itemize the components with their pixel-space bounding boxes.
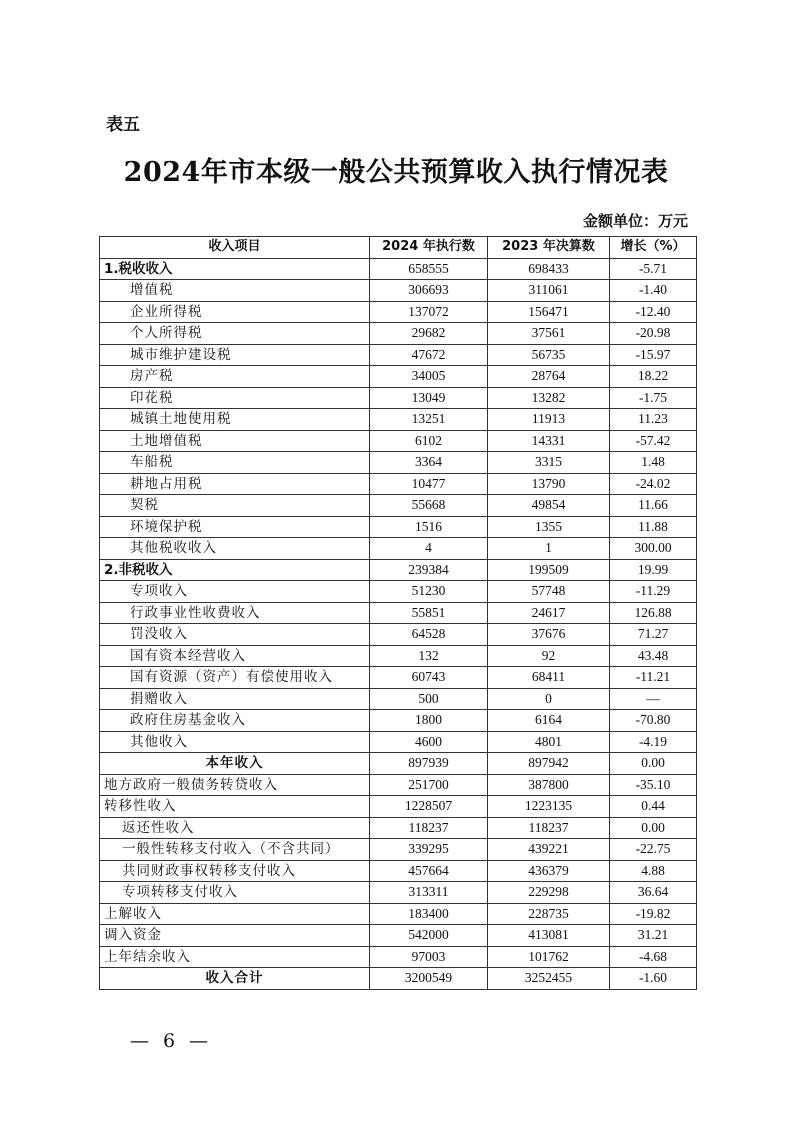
row-value-2024: 60743 <box>370 667 488 689</box>
row-value-2023: 698433 <box>488 258 610 280</box>
table-row <box>100 409 697 431</box>
row-value-2024: 47672 <box>370 344 488 366</box>
row-value-2023: 228735 <box>488 903 610 925</box>
row-value-2023: 28764 <box>488 366 610 388</box>
row-value-2024: 64528 <box>370 624 488 646</box>
row-value-2024: 500 <box>370 688 488 710</box>
table-row <box>100 581 697 603</box>
row-item-name: 捐赠收入 <box>100 688 370 710</box>
row-growth: -4.68 <box>610 946 697 968</box>
header-2023: 2023 年决算数 <box>488 237 610 259</box>
row-growth: 300.00 <box>610 538 697 560</box>
row-growth: 18.22 <box>610 366 697 388</box>
row-item-name: 转移性收入 <box>100 796 370 818</box>
row-value-2023: 11913 <box>488 409 610 431</box>
row-value-2024: 51230 <box>370 581 488 603</box>
row-item-name: 印花税 <box>100 387 370 409</box>
row-item-name: 共同财政事权转移支付收入 <box>100 860 370 882</box>
row-growth: -24.02 <box>610 473 697 495</box>
row-value-2023: 24617 <box>488 602 610 624</box>
table-row <box>100 516 697 538</box>
row-item-name: 房产税 <box>100 366 370 388</box>
row-value-2024: 10477 <box>370 473 488 495</box>
row-item-name: 契税 <box>100 495 370 517</box>
row-growth: -70.80 <box>610 710 697 732</box>
page-number: — 6 — <box>130 1030 213 1052</box>
table-row <box>100 624 697 646</box>
row-value-2023: 6164 <box>488 710 610 732</box>
row-item-name: 个人所得税 <box>100 323 370 345</box>
row-growth: 36.64 <box>610 882 697 904</box>
row-value-2024: 55668 <box>370 495 488 517</box>
row-value-2023: 14331 <box>488 430 610 452</box>
page-title: 2024年市本级一般公共预算收入执行情况表 <box>123 157 669 188</box>
row-value-2023: 199509 <box>488 559 610 581</box>
row-item-name: 行政事业性收费收入 <box>100 602 370 624</box>
row-growth: -4.19 <box>610 731 697 753</box>
table-row <box>100 258 697 280</box>
row-value-2023: 1 <box>488 538 610 560</box>
row-item-name: 增值税 <box>100 280 370 302</box>
row-value-2023: 13790 <box>488 473 610 495</box>
table-row <box>100 323 697 345</box>
row-item-name: 专项收入 <box>100 581 370 603</box>
row-item-name: 一般性转移支付收入（不含共同） <box>100 839 370 861</box>
row-growth: -22.75 <box>610 839 697 861</box>
row-growth: 71.27 <box>610 624 697 646</box>
revenue-table <box>99 236 697 990</box>
row-value-2023: 897942 <box>488 753 610 775</box>
row-value-2024: 13049 <box>370 387 488 409</box>
row-value-2023: 156471 <box>488 301 610 323</box>
header-item: 收入项目 <box>100 237 370 259</box>
table-row <box>100 387 697 409</box>
row-growth: -35.10 <box>610 774 697 796</box>
row-item-name: 罚没收入 <box>100 624 370 646</box>
table-row <box>100 301 697 323</box>
row-item-name: 调入资金 <box>100 925 370 947</box>
row-value-2024: 132 <box>370 645 488 667</box>
row-value-2023: 439221 <box>488 839 610 861</box>
row-growth: 11.88 <box>610 516 697 538</box>
table-row <box>100 538 697 560</box>
row-value-2024: 897939 <box>370 753 488 775</box>
row-value-2024: 29682 <box>370 323 488 345</box>
row-value-2024: 306693 <box>370 280 488 302</box>
row-value-2023: 3315 <box>488 452 610 474</box>
row-growth: 1.48 <box>610 452 697 474</box>
table-row <box>100 710 697 732</box>
row-item-name: 本年收入 <box>100 753 370 775</box>
row-value-2023: 1223135 <box>488 796 610 818</box>
row-value-2024: 658555 <box>370 258 488 280</box>
row-value-2023: 0 <box>488 688 610 710</box>
table-row <box>100 731 697 753</box>
row-value-2023: 92 <box>488 645 610 667</box>
row-item-name: 耕地占用税 <box>100 473 370 495</box>
table-row <box>100 688 697 710</box>
row-value-2024: 183400 <box>370 903 488 925</box>
row-value-2024: 3200549 <box>370 968 488 990</box>
row-value-2023: 57748 <box>488 581 610 603</box>
table-row <box>100 774 697 796</box>
row-value-2023: 13282 <box>488 387 610 409</box>
row-item-name: 地方政府一般债务转贷收入 <box>100 774 370 796</box>
amount-unit: 金额单位：万元 <box>582 212 688 230</box>
row-growth: 19.99 <box>610 559 697 581</box>
table-row <box>100 946 697 968</box>
table-row <box>100 860 697 882</box>
table-row <box>100 430 697 452</box>
row-growth: 0.00 <box>610 753 697 775</box>
row-value-2024: 339295 <box>370 839 488 861</box>
table-row <box>100 366 697 388</box>
row-item-name: 政府住房基金收入 <box>100 710 370 732</box>
row-growth: 11.23 <box>610 409 697 431</box>
row-value-2023: 311061 <box>488 280 610 302</box>
row-growth: 126.88 <box>610 602 697 624</box>
row-value-2023: 37561 <box>488 323 610 345</box>
row-item-name: 土地增值税 <box>100 430 370 452</box>
table-row <box>100 473 697 495</box>
row-value-2024: 313311 <box>370 882 488 904</box>
row-item-name: 其他税收收入 <box>100 538 370 560</box>
row-item-name: 专项转移支付收入 <box>100 882 370 904</box>
row-growth: 11.66 <box>610 495 697 517</box>
row-value-2024: 1516 <box>370 516 488 538</box>
row-item-name: 返还性收入 <box>100 817 370 839</box>
row-item-name: 其他收入 <box>100 731 370 753</box>
row-value-2024: 137072 <box>370 301 488 323</box>
row-value-2023: 56735 <box>488 344 610 366</box>
row-growth: 4.88 <box>610 860 697 882</box>
row-item-name: 环境保护税 <box>100 516 370 538</box>
row-growth: -11.21 <box>610 667 697 689</box>
table-row <box>100 280 697 302</box>
row-growth: 31.21 <box>610 925 697 947</box>
table-row <box>100 344 697 366</box>
row-item-name: 城市维护建设税 <box>100 344 370 366</box>
table-row <box>100 817 697 839</box>
header-2024: 2024 年执行数 <box>370 237 488 259</box>
table-row <box>100 882 697 904</box>
table-header-row <box>100 237 697 259</box>
table-row <box>100 925 697 947</box>
table-label: 表五 <box>106 115 140 135</box>
row-growth: -57.42 <box>610 430 697 452</box>
row-growth: -12.40 <box>610 301 697 323</box>
table-body <box>100 258 697 989</box>
row-value-2024: 4 <box>370 538 488 560</box>
row-growth: -15.97 <box>610 344 697 366</box>
row-value-2024: 6102 <box>370 430 488 452</box>
row-item-name: 国有资源（资产）有偿使用收入 <box>100 667 370 689</box>
row-value-2024: 251700 <box>370 774 488 796</box>
row-item-name: 车船税 <box>100 452 370 474</box>
row-value-2024: 13251 <box>370 409 488 431</box>
header-growth: 增长（%） <box>610 237 697 259</box>
row-growth: -20.98 <box>610 323 697 345</box>
row-value-2023: 49854 <box>488 495 610 517</box>
row-value-2024: 1800 <box>370 710 488 732</box>
table-row <box>100 667 697 689</box>
row-growth: 0.44 <box>610 796 697 818</box>
row-growth: 43.48 <box>610 645 697 667</box>
row-value-2023: 3252455 <box>488 968 610 990</box>
table-row <box>100 796 697 818</box>
row-growth: — <box>610 688 697 710</box>
row-item-name: 城镇土地使用税 <box>100 409 370 431</box>
row-value-2024: 3364 <box>370 452 488 474</box>
row-item-name: 收入合计 <box>100 968 370 990</box>
table-row <box>100 903 697 925</box>
row-value-2023: 436379 <box>488 860 610 882</box>
row-value-2024: 457664 <box>370 860 488 882</box>
row-item-name: 上年结余收入 <box>100 946 370 968</box>
table-row <box>100 495 697 517</box>
row-growth: -1.75 <box>610 387 697 409</box>
row-item-name: 上解收入 <box>100 903 370 925</box>
row-value-2023: 4801 <box>488 731 610 753</box>
row-value-2024: 4600 <box>370 731 488 753</box>
row-item-name: 1.税收收入 <box>100 258 370 280</box>
row-value-2024: 97003 <box>370 946 488 968</box>
row-value-2023: 413081 <box>488 925 610 947</box>
table-row <box>100 839 697 861</box>
row-value-2023: 37676 <box>488 624 610 646</box>
row-value-2023: 101762 <box>488 946 610 968</box>
row-value-2024: 118237 <box>370 817 488 839</box>
row-growth: -5.71 <box>610 258 697 280</box>
table-row <box>100 559 697 581</box>
row-item-name: 国有资本经营收入 <box>100 645 370 667</box>
row-growth: -1.60 <box>610 968 697 990</box>
table-row <box>100 645 697 667</box>
row-value-2023: 68411 <box>488 667 610 689</box>
row-growth: -11.29 <box>610 581 697 603</box>
table-row <box>100 753 697 775</box>
row-item-name: 企业所得税 <box>100 301 370 323</box>
row-item-name: 2.非税收入 <box>100 559 370 581</box>
row-value-2023: 118237 <box>488 817 610 839</box>
row-value-2024: 542000 <box>370 925 488 947</box>
row-value-2024: 55851 <box>370 602 488 624</box>
table-row <box>100 968 697 990</box>
row-growth: -1.40 <box>610 280 697 302</box>
row-value-2023: 387800 <box>488 774 610 796</box>
row-value-2023: 229298 <box>488 882 610 904</box>
table-row <box>100 452 697 474</box>
table-row <box>100 602 697 624</box>
row-value-2024: 34005 <box>370 366 488 388</box>
row-growth: 0.00 <box>610 817 697 839</box>
row-value-2023: 1355 <box>488 516 610 538</box>
row-growth: -19.82 <box>610 903 697 925</box>
row-value-2024: 239384 <box>370 559 488 581</box>
row-value-2024: 1228507 <box>370 796 488 818</box>
